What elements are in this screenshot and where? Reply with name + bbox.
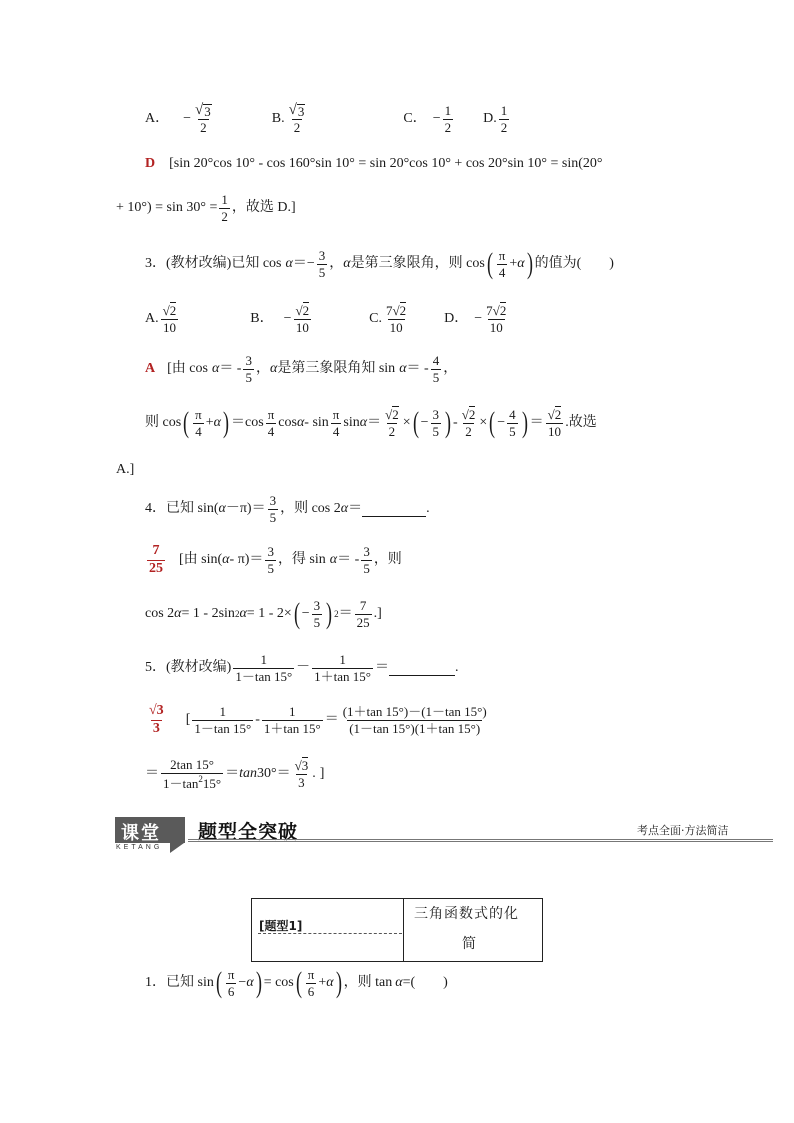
fraction: $\frac{3}{5}$	[267, 543, 274, 576]
q3-solution-text4: 故选	[568, 415, 597, 430]
fraction: $\frac{1}{2}$	[500, 102, 508, 135]
fraction: $\frac{3}{5}$	[313, 597, 321, 630]
q3-option-c: C.	[369, 311, 382, 326]
q2-solution-line2	[116, 188, 296, 228]
q3-stem: 3．(教材改编)已知 cos α ＝− $\frac{3}{5}$ ， α 是第三象限角，则 cos ( $\frac{\pi}{4}$ + α ) 的值为( )	[145, 247, 614, 280]
badge-corner-decoration	[170, 843, 184, 853]
q4-stem: 4．已知 sin( α －π)＝ $\frac{3}{5}$ ，则 cos 2 α ＝ .	[145, 492, 430, 525]
fraction: √ 3 2	[195, 102, 211, 136]
fraction: $\frac{√2}{2}$	[385, 406, 399, 439]
answer-blank[interactable]	[362, 502, 426, 517]
fraction: $\frac{\pi}{4}$	[498, 247, 506, 280]
fraction: √ 3 2	[288, 102, 305, 136]
q4-solution-text7: ]	[377, 606, 382, 621]
fraction: $\frac{√2}{2}$	[461, 406, 476, 439]
q3-stem-text-3: 的值为( )	[534, 256, 614, 271]
fraction: $\frac{√2}{10}$	[295, 302, 310, 335]
q3-solution-line1: A [由 cos α ＝ - $\frac{3}{5}$ ， α 是第三象限角知 sin α ＝ - $\frac{4}{5}$ ，	[145, 352, 458, 385]
q4-solution-text3: ，则	[373, 552, 402, 567]
fraction: $\frac{2\tan 15^\circ}{1-\tan^215^\circ}$	[163, 756, 222, 791]
q5-solution-line1: $\frac{√3}{3}$ [ $\frac{1}{1-\tan 15^\circ}$ - $\frac{1}{1+\tan 15^\circ}$ ＝ $\frac{(1+\tan 15^\circ)-(1-\tan 15^\circ)}{(1-\tan 15^\circ)(1+\tan 15^\circ)}$	[149, 702, 487, 736]
q3-solution-text1: [由 cos	[167, 361, 208, 376]
fraction: $\frac{3}{5}$	[318, 247, 326, 280]
fraction: $\frac{3}{5}$	[432, 406, 440, 439]
q1-stem: 1．已知 sin ( $\frac{\pi}{6}$ − α ) = cos ( $\frac{\pi}{6}$ + α ) ，则 tan α =( )	[145, 966, 448, 999]
fraction: $\frac{1}{1+\tan 15^\circ}$	[263, 703, 321, 736]
q3-option-d: D．	[444, 311, 469, 326]
q5-stem-text: 5．(教材改编)	[145, 660, 232, 675]
fraction: $\frac{\pi}{6}$	[227, 966, 235, 999]
q4-solution-text1: [由 sin(	[179, 552, 223, 567]
q2-options-row: A． − √ 3 2 B. √ 3 2 C． − $\frac{1}{2}$ D. $\frac{1}{2}$	[145, 102, 508, 136]
topic-table	[251, 898, 543, 962]
q1-stem-text-2: = cos	[263, 975, 294, 990]
fraction: $\frac{√2}{10}$	[162, 302, 177, 335]
fraction: $\frac{\pi}{4}$	[195, 406, 202, 439]
q2-option-a: A．	[145, 111, 170, 126]
q3-solution-text3: 则 cos	[145, 415, 182, 430]
q3-stem-text-2: 是第三象限角，则 cos	[350, 256, 485, 271]
section-title: 题型全突破	[198, 821, 299, 843]
section-divider	[188, 839, 773, 842]
fraction: $\frac{\pi}{6}$	[307, 966, 315, 999]
q4-solution-text2: ，得 sin	[277, 552, 326, 567]
q5-stem: 5．(教材改编) $\frac{1}{1-\tan 15^\circ}$ － $\frac{1}{1+\tan 15^\circ}$ ＝ .	[145, 651, 459, 684]
fraction: $\frac{4}{5}$	[509, 406, 516, 439]
fraction: $\frac{1}{1-\tan 15^\circ}$	[235, 651, 293, 684]
q2-option-c: C．	[403, 111, 427, 126]
fraction: $\frac{3}{5}$	[245, 352, 252, 385]
q4-answer: $\frac{7}{25}$	[149, 542, 163, 576]
q2-answer: D	[145, 156, 156, 171]
section-badge	[115, 817, 185, 843]
q5-answer: $\frac{√3}{3}$	[149, 702, 164, 736]
answer-blank[interactable]	[389, 661, 455, 676]
q3-option-b: B．	[250, 311, 274, 326]
q3-solution-text2: 是第三象限角知 sin	[277, 361, 396, 376]
fraction: $\frac{√3}{3}$	[294, 757, 309, 790]
fraction: $\frac{√2}{10}$	[547, 406, 562, 439]
fraction: $\frac{7√2}{10}$	[486, 302, 507, 335]
q3-solution-line2: 则 cos ( $\frac{\pi}{4}$ + α ) ＝cos $\frac{\pi}{4}$ cos α - sin $\frac{\pi}{4}$ sin α ＝ $\frac{√2}{2}$ × ( − $\frac{3}{5}$ ) - $\frac{√2}{2}$ × ( − $\frac{4}{5}$ ) ＝ $\frac{√2}{10}$ . 故选	[145, 406, 597, 439]
q2-solution-text2b: ，故选 D.]	[231, 200, 296, 215]
q3-answer: A	[145, 361, 156, 376]
q5-solution-end: ]	[319, 766, 325, 781]
fraction: $\frac{7√2}{10}$	[386, 302, 407, 335]
topic-label: [题型1]	[259, 919, 303, 933]
q2-solution-text1: [sin 20°cos 10° - cos 160°sin 10° = sin 20°cos 10° + cos 20°sin 10° = sin(20°	[169, 156, 603, 171]
q4-solution-text5: = 1 - 2sin	[181, 606, 235, 621]
topic-title-line2: 简	[462, 936, 476, 952]
fraction: $\frac{1}{2}$	[221, 191, 228, 224]
q4-stem-text-2: ，则 cos 2	[280, 501, 341, 516]
fraction: $\frac{3}{5}$	[269, 492, 277, 525]
fraction: $\frac{1}{1-\tan 15^\circ}$	[194, 703, 252, 736]
fraction: $\frac{3}{5}$	[363, 543, 370, 576]
fraction: $\frac{1}{2}$	[444, 102, 452, 135]
table-divider	[403, 899, 404, 961]
q3-stem-text: 3．(教材改编)已知 cos	[145, 256, 282, 271]
q2-solution-text2a: + 10°) = sin 30° =	[116, 200, 218, 215]
q3-options-row: A. $\frac{√2}{10}$ B． − $\frac{√2}{10}$ C. $\frac{7√2}{10}$ D． − $\frac{7√2}{10}$	[145, 302, 507, 335]
topic-title-line1: 三角函数式的化	[414, 906, 519, 922]
fraction: $\frac{\pi}{4}$	[332, 406, 340, 439]
q2-option-d: D.	[483, 111, 497, 126]
q3-option-a: A.	[145, 311, 159, 326]
fraction: $\frac{(1+\tan 15^\circ)-(1-\tan 15^\circ)}{(1-\tan 15^\circ)(1+\tan 15^\circ)}$	[342, 703, 487, 736]
q4-solution-line2: cos 2 α = 1 - 2sin 2 α = 1 - 2× ( − $\frac{3}{5}$ ) 2 ＝ $\frac{7}{25}$ . ]	[145, 597, 382, 630]
fraction: $\frac{1}{1+\tan 15^\circ}$	[314, 651, 372, 684]
q1-stem-text-4: =( )	[402, 975, 448, 990]
section-badge-label: 课堂	[121, 823, 161, 844]
q1-stem-text-3: ，则 tan	[343, 975, 393, 990]
fraction: $\frac{4}{5}$	[432, 352, 440, 385]
section-tagline: 考点全面·方法简洁	[637, 824, 729, 837]
q2-option-b: B.	[271, 111, 285, 126]
fraction: $\frac{7}{25}$	[356, 597, 370, 630]
section-badge-sub: KETANG	[116, 844, 163, 851]
q1-stem-text: 1．已知 sin	[145, 975, 214, 990]
q5-solution-line2: ＝ $\frac{2\tan 15^\circ}{1-\tan^215^\circ}$ ＝ tan 30°＝ $\frac{√3}{3}$ . ]	[145, 756, 325, 791]
q3-solution-end: A.]	[116, 462, 135, 477]
q4-solution-text6: = 1 - 2×	[246, 606, 292, 621]
q4-stem-text: 4．已知 sin(	[145, 501, 219, 516]
q4-solution-text4: cos 2	[145, 606, 175, 621]
q2-solution-line1	[145, 155, 603, 173]
fraction: $\frac{\pi}{4}$	[267, 406, 275, 439]
q4-solution-line1: $\frac{7}{25}$ [由 sin( α - π)＝ $\frac{3}{5}$ ，得 sin α ＝ - $\frac{3}{5}$ ，则	[149, 542, 402, 576]
